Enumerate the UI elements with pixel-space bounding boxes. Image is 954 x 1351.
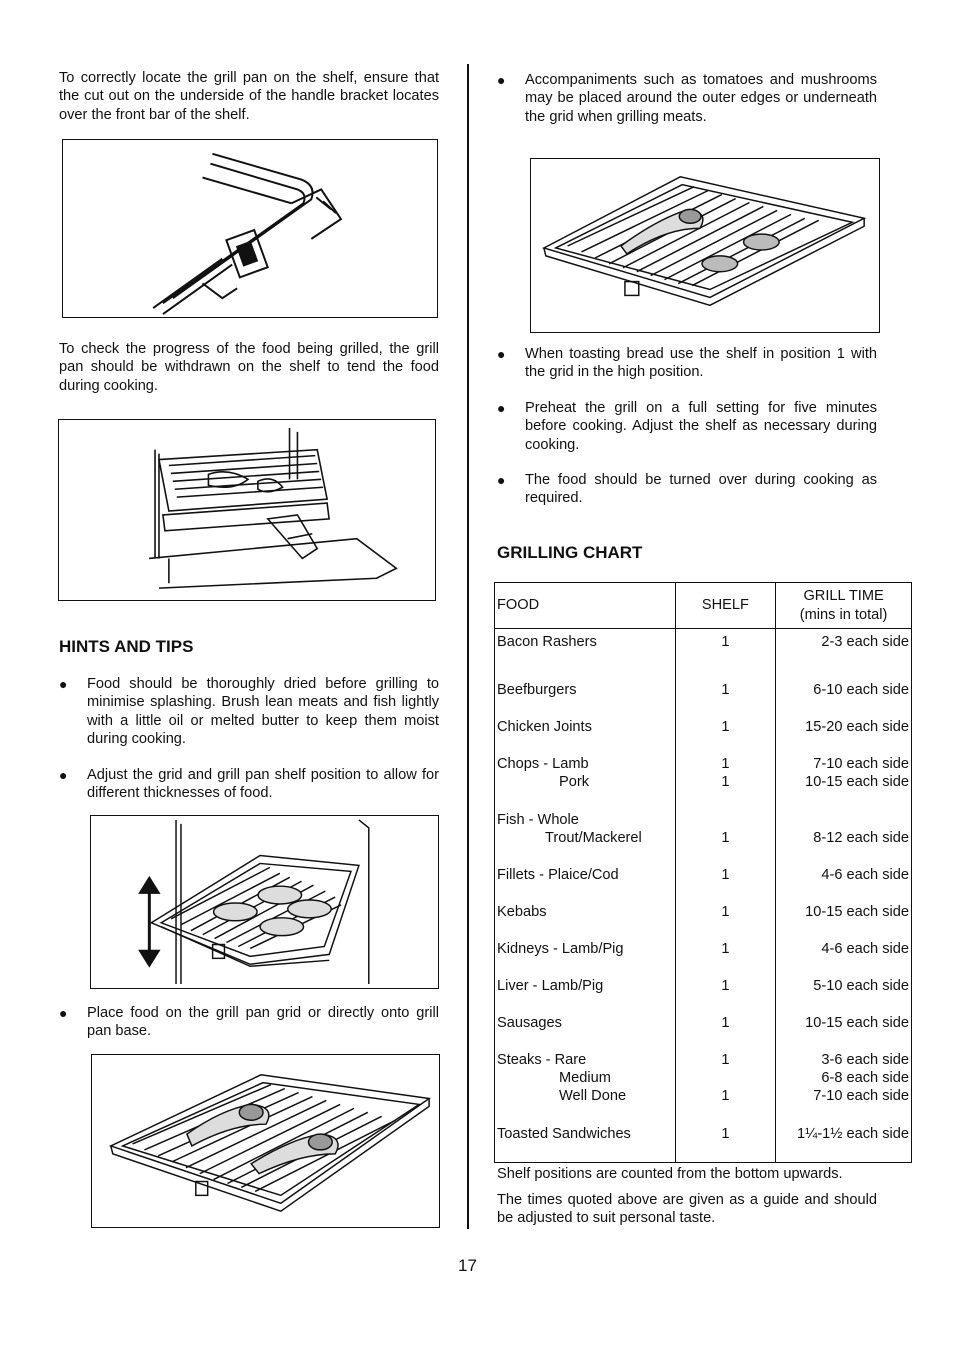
grill-pan-handle-figure xyxy=(62,139,438,318)
shelf-column-header: SHELF xyxy=(675,583,776,629)
food-name: Liver - Lamb/Pig xyxy=(497,977,604,994)
grill-time-value: 10-15 each side xyxy=(805,1014,909,1031)
hint-item xyxy=(59,675,439,751)
shelf-value: 1 xyxy=(721,977,730,994)
food-name: Chops - Lamb xyxy=(497,755,589,772)
food-name: Bacon Rashers xyxy=(497,634,597,650)
chart-row xyxy=(495,718,912,755)
shelf-value: 1 xyxy=(721,903,730,920)
bullet-dot: ● xyxy=(497,472,506,488)
shelf-value xyxy=(678,811,774,829)
grill-time-value: 2-3 each side xyxy=(821,634,909,650)
grill-time-value: 5-10 each side xyxy=(813,977,909,994)
bullet-dot: ● xyxy=(497,72,506,88)
food-name: Sausages xyxy=(497,1014,562,1031)
grid-adjust-figure xyxy=(90,815,439,989)
chart-row xyxy=(495,866,912,903)
shelf-value: 1 xyxy=(721,1125,730,1142)
food-name: Fillets - Plaice/Cod xyxy=(497,866,619,883)
grill-time-value: 15-20 each side xyxy=(805,718,909,735)
shelf-value: 1 xyxy=(721,1051,730,1068)
tip-text: Accompaniments such as tomatoes and mushrooms may be placed around the outer edges or underneath the grid when grilling meats. xyxy=(525,72,877,125)
hint-text: Food should be thoroughly dried before grilling to minimise splashing. Brush lean meats and fish lightly with a little oil or melted butter to keep them moist during cooking. xyxy=(87,676,439,748)
chart-row xyxy=(495,629,912,681)
grill-time-value xyxy=(778,811,909,829)
grill-time-header-line: (mins in total) xyxy=(799,606,888,623)
shelf-value: 1 xyxy=(721,1014,730,1031)
chart-row xyxy=(495,1014,912,1051)
grill-time-value: 7-10 each side xyxy=(813,755,909,772)
food-name: Toasted Sandwiches xyxy=(497,1125,631,1142)
chart-row xyxy=(495,1051,912,1125)
shelf-value xyxy=(678,1069,774,1087)
tip-text: The food should be turned over during cooking as required. xyxy=(525,472,877,507)
locate-paragraph: To correctly locate the grill pan on the shelf, ensure that the cut out on the underside of the handle bracket locates over the front bar of the shelf. xyxy=(59,70,439,123)
food-name: Beefburgers xyxy=(497,681,577,698)
food-name: Fish - Whole xyxy=(497,811,579,828)
grill-time-value: 3-6 each side xyxy=(821,1051,909,1068)
bullet-dot: ● xyxy=(59,767,68,783)
hint-item xyxy=(59,1004,439,1044)
tip-item xyxy=(497,471,877,511)
food-name: Kidneys - Lamb/Pig xyxy=(497,940,624,957)
bullet-dot: ● xyxy=(497,346,506,362)
shelf-value: 1 xyxy=(721,634,730,650)
grilling-chart-table xyxy=(494,582,912,1163)
food-name: Pork xyxy=(559,773,590,790)
food-name: Trout/Mackerel xyxy=(545,829,642,846)
column-divider xyxy=(467,64,469,1229)
chart-row xyxy=(495,1125,912,1163)
food-name: Medium xyxy=(559,1069,611,1086)
grill-pan-accompaniments-figure xyxy=(530,158,880,333)
grill-time-value: 1¼-1½ each side xyxy=(797,1125,909,1142)
shelf-value: 1 xyxy=(721,829,730,846)
food-name: Well Done xyxy=(559,1088,627,1105)
food-name: Steaks - Rare xyxy=(497,1051,587,1068)
food-column-header: FOOD xyxy=(495,583,676,629)
grill-time-value: 6-8 each side xyxy=(821,1069,909,1086)
shelf-value: 1 xyxy=(721,773,730,790)
shelf-value: 1 xyxy=(721,755,730,772)
chart-row xyxy=(495,681,912,718)
chart-row xyxy=(495,940,912,977)
hint-item xyxy=(59,766,439,806)
grill-time-header-line: GRILL TIME xyxy=(803,588,884,605)
bullet-dot: ● xyxy=(497,400,506,416)
shelf-value: 1 xyxy=(721,940,730,957)
shelf-value: 1 xyxy=(721,1088,730,1105)
grill-pan-steaks-figure xyxy=(91,1054,440,1228)
hint-text: Place food on the grill pan grid or directly onto grill pan base. xyxy=(87,1005,439,1040)
chart-row xyxy=(495,977,912,1014)
grill-time-value: 10-15 each side xyxy=(805,903,909,920)
page-number: 17 xyxy=(458,1256,477,1275)
chart-row xyxy=(495,903,912,940)
shelf-positions-note: Shelf positions are counted from the bottom upwards. xyxy=(497,1166,843,1182)
food-name: Kebabs xyxy=(497,903,547,920)
tip-text: Preheat the grill on a full setting for five minutes before cooking. Adjust the shelf as necessary during cooking. xyxy=(525,400,877,453)
grill-time-column-header xyxy=(776,583,912,629)
grill-time-value: 4-6 each side xyxy=(821,940,909,957)
grill-pan-withdrawn-figure xyxy=(58,419,436,601)
grill-time-value: 6-10 each side xyxy=(813,681,909,698)
grill-time-value: 4-6 each side xyxy=(821,866,909,883)
food-name: Chicken Joints xyxy=(497,718,592,735)
bullet-dot: ● xyxy=(59,676,68,692)
tip-item xyxy=(497,71,877,147)
shelf-value: 1 xyxy=(721,866,730,883)
times-guide-note: The times quoted above are given as a guide and should be adjusted to suit personal taste. xyxy=(497,1192,877,1227)
grilling-chart-heading: GRILLING CHART xyxy=(497,543,643,562)
hint-text: Adjust the grid and grill pan shelf position to allow for different thicknesses of food. xyxy=(87,767,439,802)
tip-item xyxy=(497,399,877,457)
grill-time-value: 7-10 each side xyxy=(813,1088,909,1105)
hints-heading: HINTS AND TIPS xyxy=(59,637,194,656)
grill-time-value: 10-15 each side xyxy=(805,773,909,790)
chart-row xyxy=(495,811,912,866)
tip-item xyxy=(497,345,877,385)
progress-paragraph: To check the progress of the food being grilled, the grill pan should be withdrawn on the shelf to tend the food during cooking. xyxy=(59,341,439,394)
shelf-value: 1 xyxy=(721,681,730,698)
shelf-value: 1 xyxy=(721,718,730,735)
grill-time-value: 8-12 each side xyxy=(813,829,909,846)
chart-row xyxy=(495,755,912,811)
bullet-dot: ● xyxy=(59,1005,68,1021)
tip-text: When toasting bread use the shelf in position 1 with the grid in the high position. xyxy=(525,346,877,381)
